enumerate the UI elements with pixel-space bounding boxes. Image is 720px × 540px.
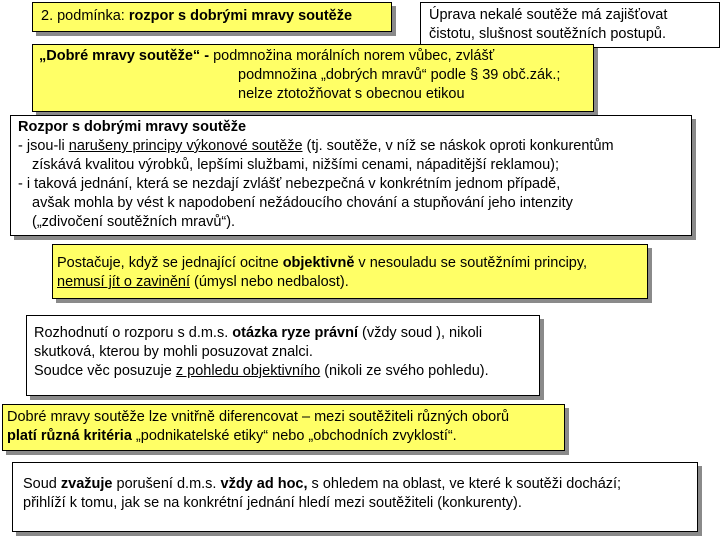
- assess-part1: Soud: [23, 476, 61, 492]
- conflict-box: [10, 115, 692, 236]
- conflict-item1-rest: (tj. soutěže, v níž se náskok oproti konkurentům: [302, 138, 614, 154]
- title-bold: rozpor s dobrými mravy soutěže: [128, 8, 353, 24]
- decide-part2: (vždy soud ), nikoli: [358, 325, 483, 341]
- assess-box: [12, 462, 698, 532]
- good-morals-line3: nelze ztotožňovat s obecnou etikou: [238, 86, 465, 102]
- title-box: [32, 2, 392, 32]
- good-morals-line1: podmnožina morálních norem vůbec, zvlášť: [213, 48, 495, 64]
- decide-bold: otázka ryze právní: [232, 325, 358, 341]
- reform-box: [420, 2, 720, 48]
- sufficient-line2: [57, 273, 643, 292]
- decide-part1: Rozhodnutí o rozporu s d.m.s.: [34, 325, 233, 341]
- sufficient-underlined: nemusí jít o zavinění: [57, 274, 190, 290]
- decide-line3-prefix: Soudce věc posuzuje: [34, 363, 176, 379]
- sufficient-bold: objektivně: [282, 255, 355, 271]
- conflict-item1-prefix: - jsou-li: [18, 138, 69, 154]
- assess-part2: porušení d.m.s.: [112, 476, 221, 492]
- assess-bold1: zvažuje: [60, 476, 113, 492]
- differ-line1: Dobré mravy soutěže lze vnitřně diferencovat – mezi soutěžiteli různých oborů: [7, 409, 510, 425]
- decide-line3-underlined: z pohledu objektivního: [175, 363, 321, 379]
- title-prefix: 2. podmínka:: [41, 8, 129, 24]
- sufficient-part2: v nesouladu se soutěžními principy,: [354, 255, 588, 271]
- decide-line3-suffix: (nikoli ze svého pohledu).: [320, 363, 489, 379]
- conflict-item1-line2: získává kvalitou výrobků, lepšími službami, nižšími cenami, nápaditější reklamou);: [32, 157, 560, 173]
- sufficient-part1: Postačuje, když se jednající ocitne: [57, 255, 283, 271]
- good-morals-box: [32, 44, 594, 112]
- good-morals-dash: -: [200, 48, 214, 64]
- conflict-item2-line3: („zdivočení soutěžních mravů“).: [32, 214, 236, 230]
- good-morals-line2: podmnožina „dobrých mravů“ podle § 39 obč.zák.;: [238, 67, 561, 83]
- good-morals-term: „Dobré mravy soutěže“: [39, 48, 201, 64]
- conflict-item2-line1: - i taková jednání, která se nezdají zvlášť nebezpečná v konkrétním jednom případě,: [18, 176, 561, 192]
- assess-line2: přihlíží k tomu, jak se na konkrétní jednání hledí mezi soutěžiteli (konkurenty).: [23, 495, 522, 511]
- sufficient-part3: (úmysl nebo nedbalost).: [190, 274, 349, 290]
- decide-line3: [34, 362, 532, 381]
- assess-part3: s ohledem na oblast, ve které k soutěži dochází;: [307, 476, 622, 492]
- reform-text: Úprava nekalé soutěže má zajišťovat čistotu, slušnost soutěžních postupů.: [429, 7, 668, 42]
- decide-line1: [34, 324, 532, 343]
- differ-line2: [7, 427, 560, 446]
- decide-box: [26, 315, 540, 396]
- differ-rest: „podnikatelské etiky“ nebo „obchodních zvyklostí“.: [131, 428, 457, 444]
- conflict-heading: Rozpor s dobrými mravy soutěže: [18, 119, 247, 135]
- sufficient-line1: [57, 254, 643, 273]
- differ-box: [2, 404, 565, 451]
- good-morals-first-line: [39, 47, 587, 66]
- sufficient-box: [52, 244, 648, 299]
- differ-bold: platí různá kritéria: [7, 428, 132, 444]
- assess-bold2: vždy ad hoc,: [220, 476, 308, 492]
- assess-line1: [23, 475, 687, 494]
- conflict-item-1: [18, 137, 684, 156]
- decide-line2: skutková, kterou by mohli posuzovat znalci.: [34, 344, 313, 360]
- conflict-item1-underlined: narušeny principy výkonové soutěže: [68, 138, 303, 154]
- conflict-item2-line2: avšak mohla by vést k napodobení nežádoucího chování a stupňování jeho intenzity: [32, 195, 573, 211]
